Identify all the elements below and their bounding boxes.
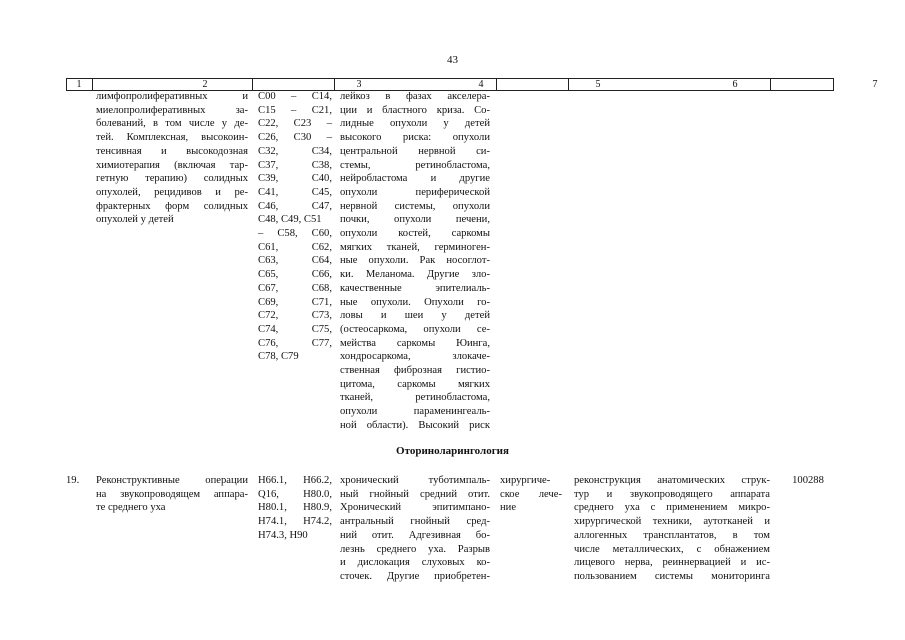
icd-code: C21,: [311, 104, 332, 116]
text-line: аллогенных трансплантатов, в том: [574, 529, 770, 541]
icd-code: –: [291, 91, 297, 102]
text-line: пользованием системы мониторинга: [574, 570, 770, 582]
icd-code: C64,: [311, 255, 332, 267]
code-line: [258, 268, 332, 282]
text-line: лейкоз в фазах акселера-: [340, 91, 490, 102]
text-line: хирургической техники, аутотканей и: [574, 516, 770, 528]
code-line: [258, 159, 332, 173]
row-continued-diagnosis-text: [340, 90, 490, 433]
code-line: [258, 117, 332, 131]
text-line: миелопролиферативных за-: [96, 104, 248, 116]
text-line: ние: [500, 502, 517, 514]
text-line: лидные опухоли у детей: [340, 118, 490, 130]
code-line: [258, 282, 332, 296]
text-line: нервной системы, опухоли: [340, 200, 490, 212]
text-line: химиотерапия (включая тар-: [96, 159, 248, 171]
icd-code: C23: [293, 118, 312, 130]
code-line: [258, 90, 332, 104]
text-line: сточек. Другие приобретен-: [340, 570, 490, 582]
icd-code: C58,: [277, 228, 298, 240]
text-line: (остеосаркома, опухоли се-: [340, 323, 490, 335]
icd-code: –: [326, 132, 332, 144]
code-line: [258, 488, 332, 502]
header-divider: [833, 78, 834, 90]
text-line: почки, опухоли печени,: [340, 214, 490, 226]
code-line: [258, 227, 332, 241]
code-line: [258, 501, 332, 515]
header-col-1: 1: [76, 79, 82, 90]
text-line: ный гнойный средний отит.: [340, 488, 490, 500]
text-line: нейробластома и другие: [340, 173, 490, 185]
text-line: опухоли параменингеаль-: [340, 406, 490, 418]
header-divider: [334, 78, 335, 90]
icd-code: H80.1,: [258, 502, 287, 514]
code-line: [258, 515, 332, 529]
icd-code: C73,: [311, 310, 332, 322]
icd-code: –: [326, 118, 332, 130]
text-line: Хронический эпитимпано-: [340, 502, 490, 514]
text-line: опухоли периферической: [340, 186, 490, 198]
icd-code: C69,: [258, 296, 279, 308]
icd-code: –: [291, 104, 297, 116]
icd-code: C22,: [258, 118, 279, 130]
icd-code: Q16,: [258, 488, 279, 500]
code-line: [258, 241, 332, 255]
text-line: болеваний, в том числе у де-: [96, 118, 248, 130]
code-line: [258, 200, 332, 214]
icd-code: –: [258, 228, 264, 240]
header-col-6: 6: [732, 79, 738, 90]
code-line: [258, 296, 332, 310]
text-line: опухолей у детей: [96, 214, 174, 226]
text-line: ственная фиброзная гистио-: [340, 365, 490, 377]
icd-code: C66,: [311, 269, 332, 281]
text-line: Реконструктивные операции: [96, 475, 248, 486]
header-divider: [496, 78, 497, 90]
text-line: тей. Комплексная, высокоин-: [96, 132, 248, 144]
text-line: высокого риска: опухоли: [340, 132, 490, 144]
header-divider: [568, 78, 569, 90]
text-line: тканей, ретинобластома,: [340, 392, 490, 404]
text-line: опухолей, рецидивов и ре-: [96, 186, 248, 198]
header-divider: [252, 78, 253, 90]
icd-code: H74.2,: [303, 516, 332, 528]
icd-code: C77,: [311, 337, 332, 349]
icd-code: C41,: [258, 186, 279, 198]
icd-code: C62,: [311, 241, 332, 253]
text-line: ское лече-: [500, 488, 562, 500]
text-line: хондросаркома, злокаче-: [340, 351, 490, 363]
text-line: на звукопроводящем аппара-: [96, 488, 248, 500]
row-19-icd-codes: [258, 474, 332, 543]
header-col-4: 4: [478, 79, 484, 90]
text-line: среднего уха с применением микро-: [574, 502, 770, 514]
icd-code: C48, C49, C51: [258, 214, 322, 226]
text-line: ки. Меланома. Другие зло-: [340, 269, 490, 281]
section-title: Оториноларингология: [396, 445, 509, 457]
text-line: хронический туботимпаль-: [340, 475, 490, 486]
icd-code: C32,: [258, 145, 279, 157]
text-line: хирургиче-: [500, 475, 551, 486]
text-line: лицевого нерва, реиннервацией и ис-: [574, 557, 770, 569]
icd-code: C14,: [311, 91, 332, 102]
icd-code: C72,: [258, 310, 279, 322]
header-col-2: 2: [202, 79, 208, 90]
icd-code: C46,: [258, 200, 279, 212]
text-line: лимфопролиферативных и: [96, 91, 248, 102]
icd-code: C30: [293, 132, 312, 144]
icd-code: C60,: [311, 228, 332, 240]
text-line: числе металлических, с обнажением: [574, 543, 770, 555]
text-line: антральный гнойный сред-: [340, 516, 490, 528]
text-line: качественные эпителиаль-: [340, 282, 490, 294]
icd-code: C15: [258, 104, 276, 116]
header-col-7: 7: [872, 79, 878, 90]
icd-code: C47,: [311, 200, 332, 212]
text-line: реконструкция анатомических струк-: [574, 475, 770, 486]
code-line: [258, 337, 332, 351]
icd-code: C78, C79: [258, 351, 299, 363]
row-19-cost: 100288: [792, 475, 824, 486]
text-line: те среднего уха: [96, 502, 166, 514]
icd-code: C68,: [311, 282, 332, 294]
text-line: тенсивная и высокодозная: [96, 145, 248, 157]
icd-code: C26,: [258, 132, 279, 144]
text-line: стемы, ретинобластома,: [340, 159, 490, 171]
row-19-method-text: [96, 474, 248, 515]
icd-code: C71,: [311, 296, 332, 308]
row-19-diagnosis-text: [340, 474, 490, 584]
icd-code: C76,: [258, 337, 279, 349]
header-divider: [92, 78, 93, 90]
header-divider: [66, 78, 67, 90]
icd-code: C65,: [258, 269, 279, 281]
code-line: [258, 186, 332, 200]
icd-code: C75,: [311, 323, 332, 335]
code-line: [258, 104, 332, 118]
code-line: [258, 213, 332, 227]
icd-code: C38,: [311, 159, 332, 171]
code-line: [258, 474, 332, 488]
row-19-treatment-type: [500, 474, 562, 515]
icd-code: H74.1,: [258, 516, 287, 528]
text-line: ции и бластного криза. Со-: [340, 104, 490, 116]
icd-code: H66.2,: [303, 475, 332, 486]
icd-code: C34,: [311, 145, 332, 157]
icd-code: H66.1,: [258, 475, 287, 486]
icd-code: C40,: [311, 173, 332, 185]
code-line: [258, 350, 332, 364]
icd-code: C45,: [311, 186, 332, 198]
row-continued-method-text: [96, 90, 248, 227]
code-line: [258, 309, 332, 323]
page-number: 43: [447, 54, 458, 66]
header-col-5: 5: [595, 79, 601, 90]
icd-code: H74.3, H90: [258, 529, 308, 541]
text-line: центральной нервной си-: [340, 145, 490, 157]
icd-code: C74,: [258, 323, 279, 335]
row-19-number: 19.: [66, 475, 80, 486]
icd-code: H80.9,: [303, 502, 332, 514]
code-line: [258, 254, 332, 268]
text-line: цитома, саркомы мягких: [340, 378, 490, 390]
icd-code: C67,: [258, 282, 279, 294]
code-line: [258, 172, 332, 186]
icd-code: C37,: [258, 159, 279, 171]
text-line: лезнь среднего уха. Разрыв: [340, 543, 490, 555]
row-19-treatment-method: [574, 474, 770, 584]
text-line: гетную терапию) солидных: [96, 173, 248, 185]
text-line: ные опухоли. Опухоли го-: [340, 296, 490, 308]
code-line: [258, 323, 332, 337]
code-line: [258, 529, 332, 543]
text-line: ловы и шеи у детей: [340, 310, 490, 322]
text-line: мягких тканей, герминоген-: [340, 241, 490, 253]
text-line: ной области). Высокий риск: [340, 419, 490, 431]
text-line: ний отит. Адгезивная бо-: [340, 529, 490, 541]
icd-code: H80.0,: [303, 488, 332, 500]
text-line: мейства саркомы Юинга,: [340, 337, 490, 349]
text-line: фрактерных форм солидных: [96, 200, 248, 212]
icd-code: C61,: [258, 241, 279, 253]
text-line: опухоли костей, саркомы: [340, 228, 490, 240]
icd-code: C00: [258, 91, 276, 102]
row-continued-icd-codes: [258, 90, 332, 364]
icd-code: C39,: [258, 173, 279, 185]
header-divider: [770, 78, 771, 90]
icd-code: C63,: [258, 255, 279, 267]
header-col-3: 3: [356, 79, 362, 90]
code-line: [258, 145, 332, 159]
code-line: [258, 131, 332, 145]
text-line: ные опухоли. Рак носоглот-: [340, 255, 490, 267]
text-line: и дислокация слуховых ко-: [340, 557, 490, 569]
text-line: тур и звукопроводящего аппарата: [574, 488, 770, 500]
